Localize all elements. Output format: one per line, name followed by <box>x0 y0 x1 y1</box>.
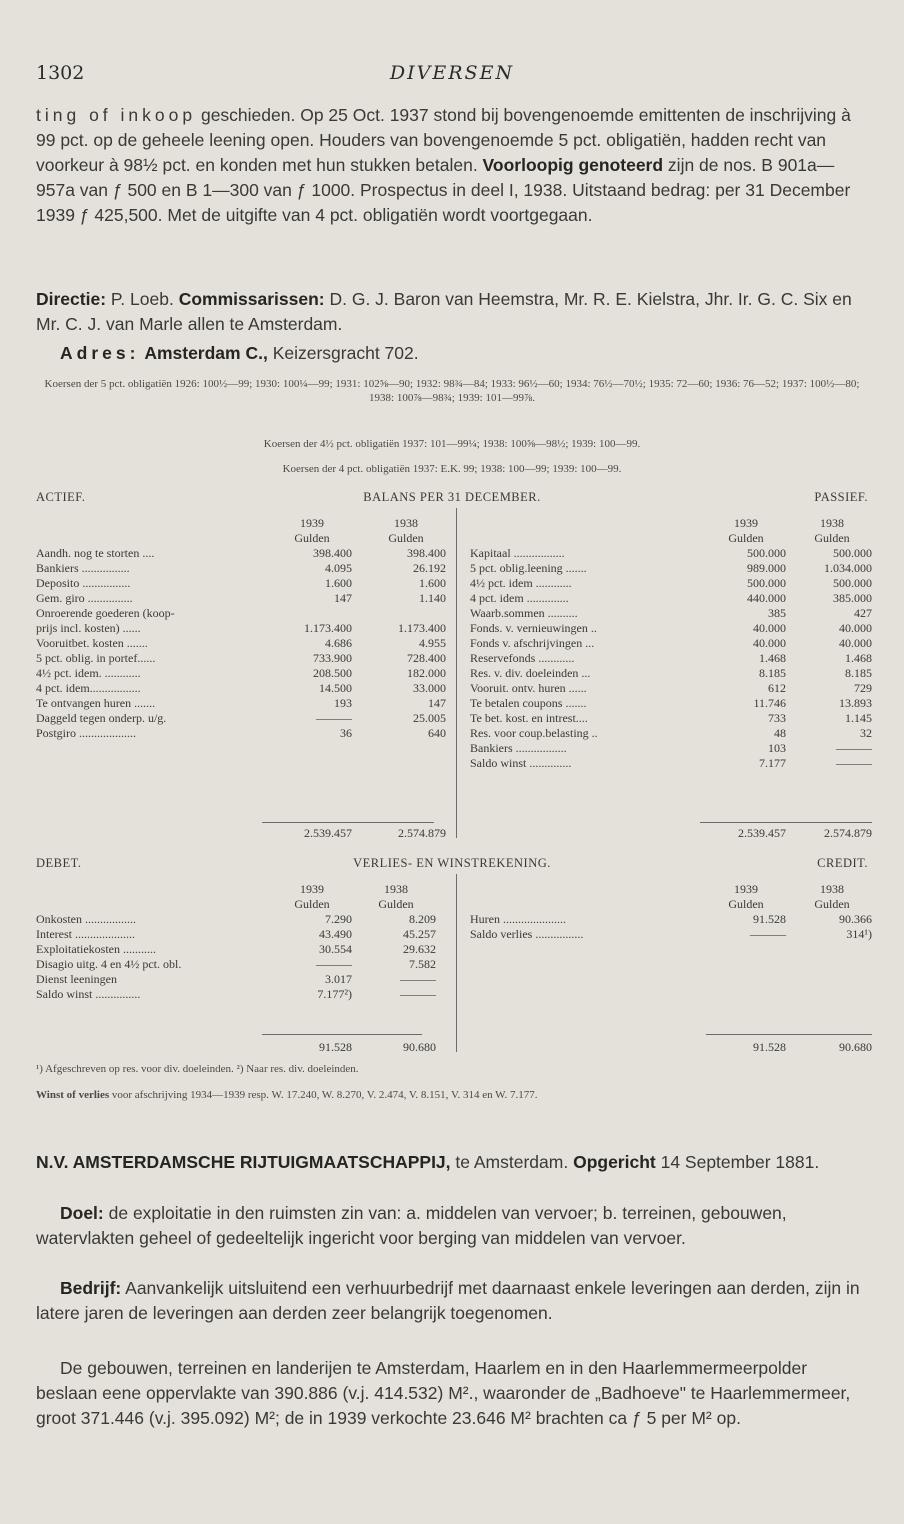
passief-label: Kapitaal ................. <box>470 546 565 560</box>
debet-value-1938: 29.632 <box>403 942 436 956</box>
actief-total-1938: 2.574.879 <box>398 826 446 840</box>
passief-row <box>470 726 870 741</box>
credit-value-1939: 91.528 <box>753 912 786 926</box>
passief-value-1939: 500.000 <box>747 546 786 560</box>
passief-value-1939: 733 <box>768 711 786 725</box>
passief-label: Bankiers ................. <box>470 741 567 755</box>
passief-label: Reservefonds ............ <box>470 651 575 665</box>
debet-row <box>36 942 446 957</box>
passief-row <box>470 591 870 606</box>
passief-value-1938: 1.468 <box>845 651 872 665</box>
actief-total-rule <box>262 822 434 823</box>
adres-text: Keizersgracht 702. <box>267 343 419 363</box>
passief-total-1938: 2.574.879 <box>824 826 872 840</box>
wv-left-title: DEBET. <box>36 856 82 870</box>
passief-value-1938: 427 <box>854 606 872 620</box>
debet-total-rule <box>262 1034 422 1035</box>
debet-value-1939: ——— <box>316 957 352 971</box>
credit-value-1939: ——— <box>750 927 786 941</box>
actief-value-1939: 193 <box>334 696 352 710</box>
bedrijf-label: Bedrijf: <box>60 1278 122 1298</box>
passief-value-1938: 729 <box>854 681 872 695</box>
passief-value-1939: 40.000 <box>753 636 786 650</box>
passief-row <box>470 711 870 726</box>
debet-value-1939: 3.017 <box>325 972 352 986</box>
passief-value-1939: 440.000 <box>747 591 786 605</box>
actief-row <box>36 576 446 591</box>
actief-row <box>36 651 446 666</box>
actief-value-1938: 1.600 <box>419 576 446 590</box>
passief-row <box>470 576 870 591</box>
footnotes: ¹) Afgeschreven op res. voor div. doeleinden. ²) Naar res. div. doeleinden. <box>36 1063 359 1075</box>
passief-value-1938: 500.000 <box>833 546 872 560</box>
actief-total-row <box>36 826 446 841</box>
actief-year-row: 1939 1938 <box>300 516 418 530</box>
actief-label: Te ontvangen huren ....... <box>36 696 156 710</box>
passief-row <box>470 621 870 636</box>
actief-row <box>36 621 446 636</box>
passief-label: 5 pct. oblig.leening ....... <box>470 561 587 575</box>
debet-label: Saldo winst ............... <box>36 987 141 1001</box>
passief-label: Te betalen coupons ....... <box>470 696 587 710</box>
passief-value-1939: 48 <box>774 726 786 740</box>
passief-value-1938: 1.034.000 <box>824 561 872 575</box>
credit-total-1939: 91.528 <box>753 1040 786 1054</box>
voorloopig-label: Voorloopig genoteerd <box>482 155 664 175</box>
passief-value-1939: 7.177 <box>759 756 786 770</box>
page-title: DIVERSEN <box>389 62 515 84</box>
actief-value-1938: 25.005 <box>413 711 446 725</box>
actief-row <box>36 591 446 606</box>
passief-value-1938: ——— <box>836 756 872 770</box>
actief-value-1939: 1.173.400 <box>304 621 352 635</box>
commissarissen-label: Commissarissen: <box>178 289 325 309</box>
actief-total-1939: 2.539.457 <box>304 826 352 840</box>
credit-total-1938: 90.680 <box>839 1040 872 1054</box>
debet-value-1938: 7.582 <box>409 957 436 971</box>
actief-label: 5 pct. oblig. in portef...... <box>36 651 156 665</box>
passief-value-1938: 500.000 <box>833 576 872 590</box>
wv-right-title: CREDIT. <box>817 856 868 870</box>
company-heading <box>36 1150 868 1175</box>
credit-value-1938: 90.366 <box>839 912 872 926</box>
actief-label: Postgiro ................... <box>36 726 137 740</box>
balans-right-title: PASSIEF. <box>814 490 868 504</box>
passief-row <box>470 546 870 561</box>
credit-row <box>470 927 870 942</box>
credit-row <box>470 912 870 927</box>
actief-value-1939: 733.900 <box>313 651 352 665</box>
actief-value-1938: 728.400 <box>407 651 446 665</box>
passief-value-1939: 103 <box>768 741 786 755</box>
actief-row <box>36 696 446 711</box>
credit-label: Saldo verlies ................ <box>470 927 584 941</box>
bedrijf-text: Aanvankelijk uitsluitend een verhuurbedrijf met daarnaast enkele leveringen aan derden, zijn in latere jaren de leveringen aan derden zeer belangrijk toegenomen. <box>36 1278 860 1323</box>
passief-value-1938: 1.145 <box>845 711 872 725</box>
intro-text: geschieden. Op 25 Oct. 1937 stond bij bovengenoemde emittenten de inschrijving à 99 pct. op de geheele leening open. Houders van bovengenoemde 5 pct. obligatiën, hadden recht van voorkeur à 98½ pct. en konden met hun stukken betalen. <box>36 105 851 175</box>
passief-total-row <box>470 826 870 841</box>
debet-label: Exploitatiekosten ........... <box>36 942 156 956</box>
actief-value-1938: 33.000 <box>413 681 446 695</box>
passief-total-rule <box>700 822 872 823</box>
passief-label: Fonds. v. vernieuwingen .. <box>470 621 597 635</box>
actief-label: prijs incl. kosten) ...... <box>36 621 141 635</box>
koersen-4pct: Koersen der 4 pct. obligatiën 1937: E.K. 99; 1938: 100—99; 1939: 100—99. <box>282 463 622 475</box>
adres-city: Amsterdam C., <box>144 343 268 363</box>
actief-value-1938: 640 <box>428 726 446 740</box>
wv-title: VERLIES- EN WINSTREKENING. <box>353 856 551 870</box>
adres-label: Adres: <box>60 343 140 363</box>
voorloopig-text: zijn de nos. B 901a—957a van ƒ 500 en B 1—300 van ƒ 1000. Prospectus in deel I, 1938. Uitstaand bedrag: per 31 December 1939 ƒ 425,500. Met de uitgifte van 4 pct. obligatiën wordt voortgegaan. <box>36 155 851 225</box>
passief-label: Saldo winst .............. <box>470 756 572 770</box>
balans-divider <box>456 508 457 838</box>
debet-value-1938: ——— <box>400 972 436 986</box>
credit-total-row <box>470 1040 870 1055</box>
passief-value-1938: 32 <box>860 726 872 740</box>
actief-row <box>36 681 446 696</box>
directie-label: Directie: <box>36 289 107 309</box>
debet-value-1939: 43.490 <box>319 927 352 941</box>
debet-value-1939: 30.554 <box>319 942 352 956</box>
debet-value-1938: 8.209 <box>409 912 436 926</box>
passief-label: Waarb.sommen .......... <box>470 606 578 620</box>
passief-value-1939: 500.000 <box>747 576 786 590</box>
debet-total-1938: 90.680 <box>403 1040 436 1054</box>
actief-label: Gem. giro ............... <box>36 591 133 605</box>
company-city: te Amsterdam. <box>450 1152 574 1172</box>
doel-paragraph <box>36 1201 868 1251</box>
gebouwen-paragraph: De gebouwen, terreinen en landerijen te Amsterdam, Haarlem en in den Haarlemmermeerpolder beslaan eene oppervlakte van 390.886 (v.j. 414.532) M²., waaronder de „Badhoeve" te Haarlemmermeer, groot 371.446 (v.j. 395.092) M²; de in 1939 verkochte 23.646 M² brachten ca ƒ 5 per M² op. <box>36 1358 851 1428</box>
actief-row <box>36 666 446 681</box>
passief-value-1939: 40.000 <box>753 621 786 635</box>
actief-row <box>36 546 446 561</box>
debet-total-1939: 91.528 <box>319 1040 352 1054</box>
winst-label: Winst of verlies <box>36 1089 110 1101</box>
actief-value-1939: 398.400 <box>313 546 352 560</box>
passief-total-1939: 2.539.457 <box>738 826 786 840</box>
bedrijf-paragraph <box>36 1276 868 1326</box>
wv-debet: 1939 1938 Gulden Gulden Onkosten ................. 7.290 8.209 Interest .................... 43.490 45.257 Exploitatiekosten ........... 30.554 29.632 Disagio uitg. 4 en 4½ pct. obl. ——— 7.582 Dienst leeningen 3.017 ——— Saldo winst ............... 7.177²) ——— <box>36 882 446 1002</box>
balans-passief <box>470 516 870 771</box>
actief-row <box>36 636 446 651</box>
passief-row <box>470 681 870 696</box>
passief-row <box>470 756 870 771</box>
actief-value-1939: 36 <box>340 726 352 740</box>
actief-value-1938: 182.000 <box>407 666 446 680</box>
debet-label: Onkosten ................. <box>36 912 136 926</box>
debet-value-1938: 45.257 <box>403 927 436 941</box>
actief-value-1939: 1.600 <box>325 576 352 590</box>
debet-label: Dienst leeningen <box>36 972 117 986</box>
winst-text: voor afschrijving 1934—1939 resp. W. 17.240, W. 8.270, V. 2.474, V. 8.151, V. 314 en W. 7.177. <box>109 1089 538 1101</box>
passief-label: 4½ pct. idem ............ <box>470 576 572 590</box>
doel-label: Doel: <box>60 1203 104 1223</box>
opgericht-text: 14 September 1881. <box>655 1152 820 1172</box>
passief-row <box>470 606 870 621</box>
debet-row <box>36 957 446 972</box>
passief-value-1938: 40.000 <box>839 636 872 650</box>
actief-value-1938: 147 <box>428 696 446 710</box>
actief-label: Aandh. nog te storten .... <box>36 546 155 560</box>
adres-paragraph <box>60 341 868 366</box>
actief-value-1939: 4.095 <box>325 561 352 575</box>
intro-spaced-words: ting of inkoop <box>36 105 197 125</box>
actief-value-1938: 26.192 <box>413 561 446 575</box>
balans-actief <box>36 516 446 741</box>
debet-row <box>36 987 446 1002</box>
debet-value-1939: 7.290 <box>325 912 352 926</box>
actief-value-1938: 1.173.400 <box>398 621 446 635</box>
balans-left-title: ACTIEF. <box>36 490 86 504</box>
passief-row <box>470 561 870 576</box>
wv-divider <box>456 874 457 1052</box>
intro-paragraph <box>36 103 868 228</box>
passief-label: Te bet. kost. en intrest.... <box>470 711 588 725</box>
passief-row <box>470 666 870 681</box>
passief-value-1939: 1.468 <box>759 651 786 665</box>
actief-value-1938: 4.955 <box>419 636 446 650</box>
passief-row <box>470 636 870 651</box>
debet-row <box>36 972 446 987</box>
debet-value-1939: 7.177²) <box>317 987 352 1001</box>
passief-value-1939: 8.185 <box>759 666 786 680</box>
debet-label: Interest .................... <box>36 927 135 941</box>
actief-unit-row: Gulden Gulden <box>294 531 424 545</box>
winst-verlies-note <box>36 1088 868 1102</box>
koersen-5pct: Koersen der 5 pct. obligatiën 1926: 100½—99; 1930: 100¼—99; 1931: 102⅝—90; 1932: 98¾—84; 1933: 96½—60; 1934: 76½—70½; 1935: 72—60; 1936: 76—52; 1937: 100½—80; 1938: 100⅞—98¾; 1939: 101—99⅞. <box>44 378 860 404</box>
debet-row <box>36 927 446 942</box>
passief-label: 4 pct. idem .............. <box>470 591 569 605</box>
credit-total-rule <box>706 1034 872 1035</box>
actief-value-1939: 147 <box>334 591 352 605</box>
actief-value-1939: 208.500 <box>313 666 352 680</box>
actief-label: Deposito ................ <box>36 576 131 590</box>
debet-label: Disagio uitg. 4 en 4½ pct. obl. <box>36 957 182 971</box>
actief-value-1938: 398.400 <box>407 546 446 560</box>
passief-value-1938: 385.000 <box>833 591 872 605</box>
debet-total-row <box>36 1040 446 1055</box>
actief-label: Onroerende goederen (koop- <box>36 606 175 620</box>
passief-year-row: 1939 1938 <box>734 516 844 530</box>
page-header <box>36 62 868 90</box>
directie-text: P. Loeb. <box>106 289 179 309</box>
passief-value-1939: 385 <box>768 606 786 620</box>
passief-unit-row: Gulden Gulden <box>728 531 850 545</box>
actief-value-1938: 1.140 <box>419 591 446 605</box>
passief-row <box>470 651 870 666</box>
passief-value-1938: 8.185 <box>845 666 872 680</box>
balans-title: BALANS PER 31 DECEMBER. <box>363 490 541 504</box>
actief-value-1939: 14.500 <box>319 681 352 695</box>
passief-value-1938: ——— <box>836 741 872 755</box>
page-number: 1302 <box>36 62 85 84</box>
debet-row <box>36 912 446 927</box>
commissarissen-text: D. G. J. Baron van Heemstra, Mr. R. E. Kielstra, Jhr. Ir. G. C. Six en Mr. C. J. van Marle allen te Amsterdam. <box>36 289 852 334</box>
passief-label: Vooruit. ontv. huren ...... <box>470 681 587 695</box>
actief-value-1939: 4.686 <box>325 636 352 650</box>
passief-value-1939: 612 <box>768 681 786 695</box>
actief-row <box>36 606 446 621</box>
wv-credit: 1939 1938 Gulden Gulden Huren ..................... 91.528 90.366 Saldo verlies ................ ——— 314¹) <box>470 882 872 941</box>
actief-label: 4½ pct. idem. ............ <box>36 666 141 680</box>
credit-value-1938: 314¹) <box>846 927 872 941</box>
actief-label: 4 pct. idem................. <box>36 681 141 695</box>
koersen-4half-pct: Koersen der 4½ pct. obligatiën 1937: 101—99¼; 1938: 100⅝—98½; 1939: 100—99. <box>263 438 641 450</box>
passief-value-1939: 11.746 <box>753 696 786 710</box>
passief-label: Fonds v. afschrijvingen ... <box>470 636 595 650</box>
actief-label: Vooruitbet. kosten ....... <box>36 636 148 650</box>
passief-label: Res. v. div. doeleinden ... <box>470 666 591 680</box>
passief-label: Res. voor coup.belasting .. <box>470 726 598 740</box>
passief-value-1939: 989.000 <box>747 561 786 575</box>
actief-value-1939: ——— <box>316 711 352 725</box>
passief-row <box>470 741 870 756</box>
debet-value-1938: ——— <box>400 987 436 1001</box>
directie-paragraph <box>36 287 868 337</box>
opgericht-label: Opgericht <box>573 1152 656 1172</box>
actief-row <box>36 726 446 741</box>
doel-text: de exploitatie in den ruimsten zin van: a. middelen van vervoer; b. terreinen, gebouwen, watervlakten geheel of gedeeltelijk ingericht voor berging van middelen van vervoer. <box>36 1203 787 1248</box>
passief-row <box>470 696 870 711</box>
actief-label: Daggeld tegen onderp. u/g. <box>36 711 167 725</box>
company-name: N.V. AMSTERDAMSCHE RIJTUIGMAATSCHAPPIJ, <box>36 1152 451 1172</box>
credit-label: Huren ..................... <box>470 912 566 926</box>
actief-row <box>36 711 446 726</box>
passief-value-1938: 13.893 <box>839 696 872 710</box>
passief-value-1938: 40.000 <box>839 621 872 635</box>
actief-label: Bankiers ................ <box>36 561 130 575</box>
actief-row <box>36 561 446 576</box>
